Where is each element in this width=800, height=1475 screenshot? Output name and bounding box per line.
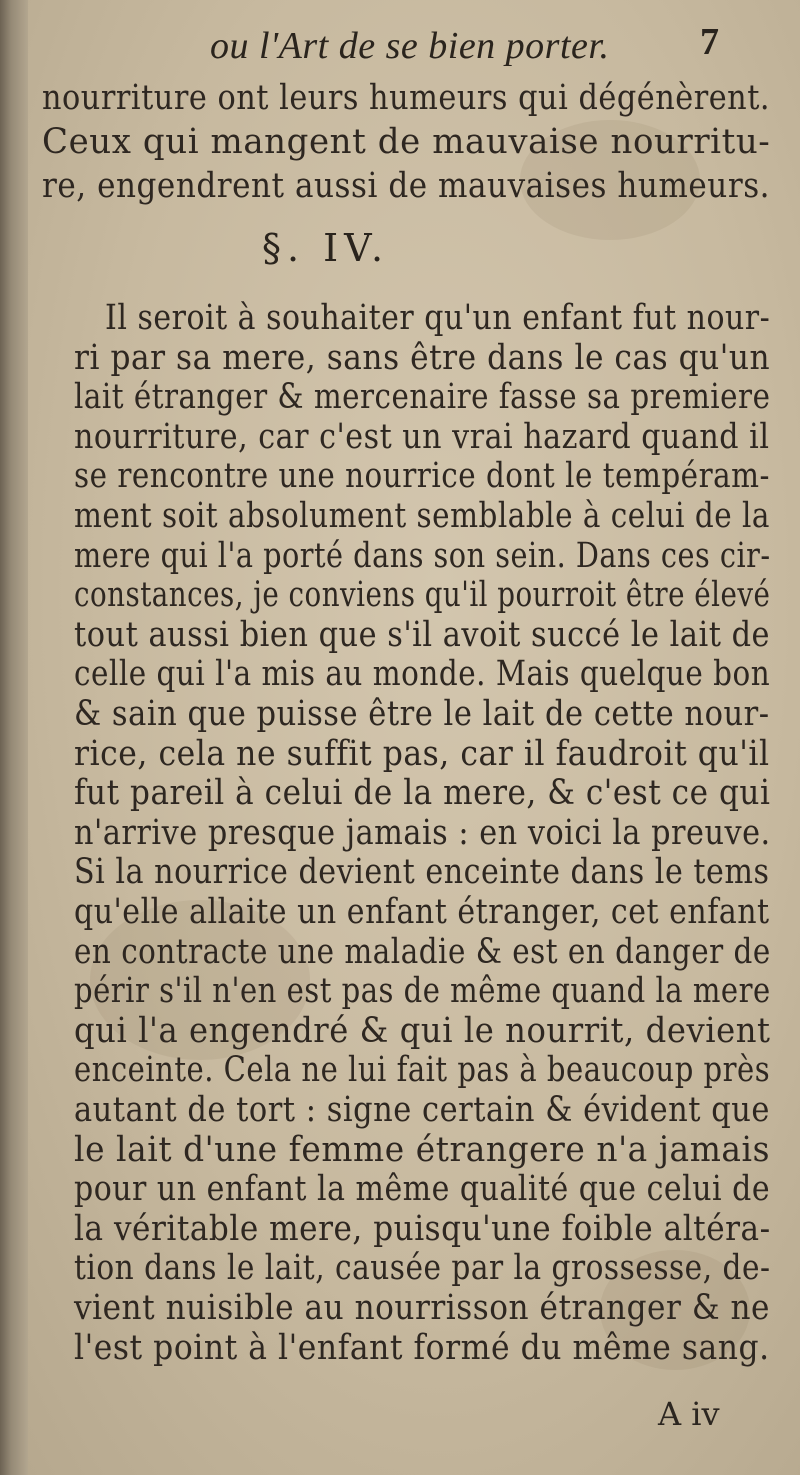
text-line: constances, je conviens qu'il pourroit être élevé xyxy=(74,575,771,616)
text-line: n'arrive presque jamais : en voici la preuve. xyxy=(74,812,771,853)
text-line: mere qui l'a porté dans son sein. Dans ces cir- xyxy=(74,535,771,576)
signature-mark: A iv xyxy=(658,1395,720,1433)
text-line: enceinte. Cela ne lui fait pas à beaucoup près xyxy=(74,1050,771,1091)
text-line: ri par sa mere, sans être dans le cas qu'un xyxy=(74,337,771,378)
text-line: nourriture, car c'est un vrai hazard quand il xyxy=(74,416,770,457)
text-line: la véritable mere, puisqu'une foible altéra- xyxy=(74,1208,771,1249)
text-line: rice, cela ne suffit pas, car il faudroit qu'il xyxy=(74,733,770,774)
text-line: le lait d'une femme étrangere n'a jamais xyxy=(74,1129,770,1170)
text-line: Si la nourrice devient enceinte dans le tems xyxy=(74,852,770,893)
text-line: celle qui l'a mis au monde. Mais quelque bon xyxy=(74,654,771,695)
text-line: l'est point à l'enfant formé du même sang. xyxy=(74,1327,770,1368)
text-line: tout aussi bien que s'il avoit succé le lait de xyxy=(74,614,771,655)
text-line: tion dans le lait, causée par la grossesse, de- xyxy=(74,1248,771,1289)
text-line: qu'elle allaite un enfant étranger, cet enfant xyxy=(74,892,770,932)
text-line: Il seroit à souhaiter qu'un enfant fut nour- xyxy=(105,298,771,338)
text-line: se rencontre une nourrice dont le tempéram- xyxy=(74,456,770,497)
running-head xyxy=(210,21,770,68)
page-binding-edge xyxy=(0,0,28,1475)
text-line: périr s'il n'en est pas de même quand la mere xyxy=(74,971,771,1012)
text-line: fut pareil à celui de la mere, & c'est ce qui xyxy=(74,773,771,814)
section-heading: §. IV. xyxy=(262,226,390,270)
running-head-title: ou l'Art de se bien porter. xyxy=(210,25,610,67)
text-line: nourriture ont leurs humeurs qui dégénèrent. xyxy=(42,78,771,118)
text-line: ment soit absolument semblable à celui de la xyxy=(74,496,770,536)
page-number: 7 xyxy=(700,21,720,63)
text-line: qui l'a engendré & qui le nourrit, devient xyxy=(74,1010,771,1051)
text-line: pour un enfant la même qualité que celui de xyxy=(74,1169,771,1210)
text-line: lait étranger & mercenaire fasse sa premiere xyxy=(74,377,771,418)
text-line: Ceux qui mangent de mauvaise nourritu- xyxy=(42,122,771,162)
text-line: en contracte une maladie & est en danger de xyxy=(74,931,771,972)
text-line: re, engendrent aussi de mauvaises humeurs. xyxy=(42,166,771,206)
text-line: & sain que puisse être le lait de cette nour- xyxy=(74,694,770,734)
text-line: autant de tort : signe certain & évident que xyxy=(74,1090,770,1130)
text-line: vient nuisible au nourrisson étranger & ne xyxy=(74,1288,771,1328)
